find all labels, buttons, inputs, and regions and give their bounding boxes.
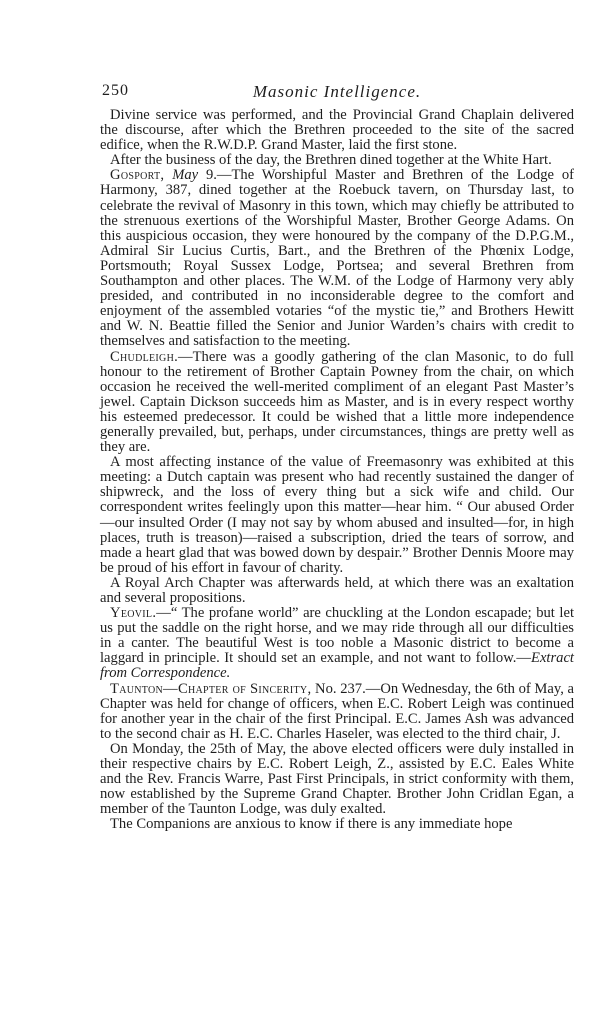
paragraph xyxy=(100,817,574,832)
paragraph xyxy=(100,108,574,153)
paragraph xyxy=(100,350,574,456)
place-heading: Chudleigh. xyxy=(110,348,179,365)
article-body xyxy=(100,108,574,833)
paragraph xyxy=(100,682,574,742)
paragraph-text: After the business of the day, the Brethren dined together at the White Hart. xyxy=(110,152,552,169)
paragraph-text: 9.—The Worshipful Master and Brethren of the Lodge of Harmony, 387, dined together at the Roebuck tavern, on Thursday last, to celebrate the revival of Masonry in this town, which may chiefly be attributed to the strenuous exertions of the Worshipful Master, Brother George Adams. On this auspicious occasion, they were honoured by the company of the D.P.G.M., Admiral Sir Lucius Curtis, Bart., and the Brethren of the Phœnix Lodge, Portsmouth; Royal Sussex Lodge, Portsea; and several Brethren from Southampton and other places. The W.M. of the Lodge of Harmony very ably presided, and contributed in no inconsiderable degree to the comfort and enjoyment of the assembled votaries “of the mystic tie,” and Brothers Hewitt and W. N. Beattie filled the Senior and Junior Warden’s chairs with credit to themselves and satisfaction to the meeting. xyxy=(100,167,574,350)
page-number: 250 xyxy=(102,82,129,99)
paragraph-text: No. 237.—On Wednesday, the 6th of May, a Chapter was held for change of officers, when E.C. Robert Leigh was continued for another year in the chair of the first Principal. E.C. James Ash was advanced to the second chair as H. E.C. Charles Haseler, was elected to the third chair, J. xyxy=(100,680,574,742)
paragraph-text: A Royal Arch Chapter was afterwards held, at which there was an exaltation and several propositions. xyxy=(100,574,574,606)
place-heading: Taunton—Chapter of Sincerity, xyxy=(110,680,312,697)
paragraph-text: Divine service was performed, and the Provincial Grand Chaplain delivered the discourse, after which the Brethren proceeded to the site of the sacred edifice, when the R.W.D.P. Grand Master, laid the first stone. xyxy=(100,107,574,154)
paragraph xyxy=(100,168,574,349)
paragraph xyxy=(100,455,574,576)
paragraph xyxy=(100,606,574,681)
paragraph xyxy=(100,153,574,168)
paragraph xyxy=(100,576,574,606)
paragraph-text: On Monday, the 25th of May, the above elected officers were duly installed in their respective chairs by E.C. Robert Leigh, Z., assisted by E.C. Eales White and the Rev. Francis Warre, Past First Principals, in strict conformity with them, now established by the Supreme Grand Chapter. Brother John Cridlan Egan, a member of the Taunton Lodge, was duly exalted. xyxy=(100,740,574,818)
paragraph-text: —There was a goodly gathering of the clan Masonic, to do full honour to the retirement of Brother Captain Powney from the chair, on which occasion he received the well-merited compliment of an elegant Past Master’s jewel. Captain Dickson succeeds him as Master, and is in every respect worthy his esteemed predecessor. It could be wished that a little more independence generally prevailed, but, perhaps, under circumstances, things are pretty well as they are. xyxy=(100,348,574,456)
place-heading: Gosport, xyxy=(110,167,165,184)
paragraph-text: A most affecting instance of the value of Freemasonry was exhibited at this meeting: a Dutch captain was present who had recently sustained the danger of shipwreck, and the loss of every thing but a sick wife and child. Our correspondent writes feelingly upon this matter—hear him. “ Our abused Order—our insulted Order (I may not say by whom abused and insulted—for, in high places, truth is treason)—raised a subscription, dried the tears of sorrow, and made a heart glad that was bowed down by despair.” Brother Dennis Moore may be proud of his effort in favour of charity. xyxy=(100,454,574,576)
source-citation: Extract from Correspondence. xyxy=(100,650,574,682)
running-title: Masonic Intelligence. xyxy=(252,82,422,101)
paragraph-text: The Companions are anxious to know if there is any immediate hope xyxy=(110,816,513,833)
book-page xyxy=(100,82,574,982)
paragraph-text: —“ The profane world” are chuckling at the London escapade; but let us put the saddle on the right horse, and we may ride through all our difficulties in a canter. The beautiful West is too noble a Masonic district to become a laggard in principle. It should set an example, and not want to follow.— xyxy=(100,605,574,667)
date-italic: May xyxy=(172,167,199,184)
page-header xyxy=(100,82,574,108)
paragraph xyxy=(100,742,574,817)
place-heading: Yeovil. xyxy=(110,605,157,622)
